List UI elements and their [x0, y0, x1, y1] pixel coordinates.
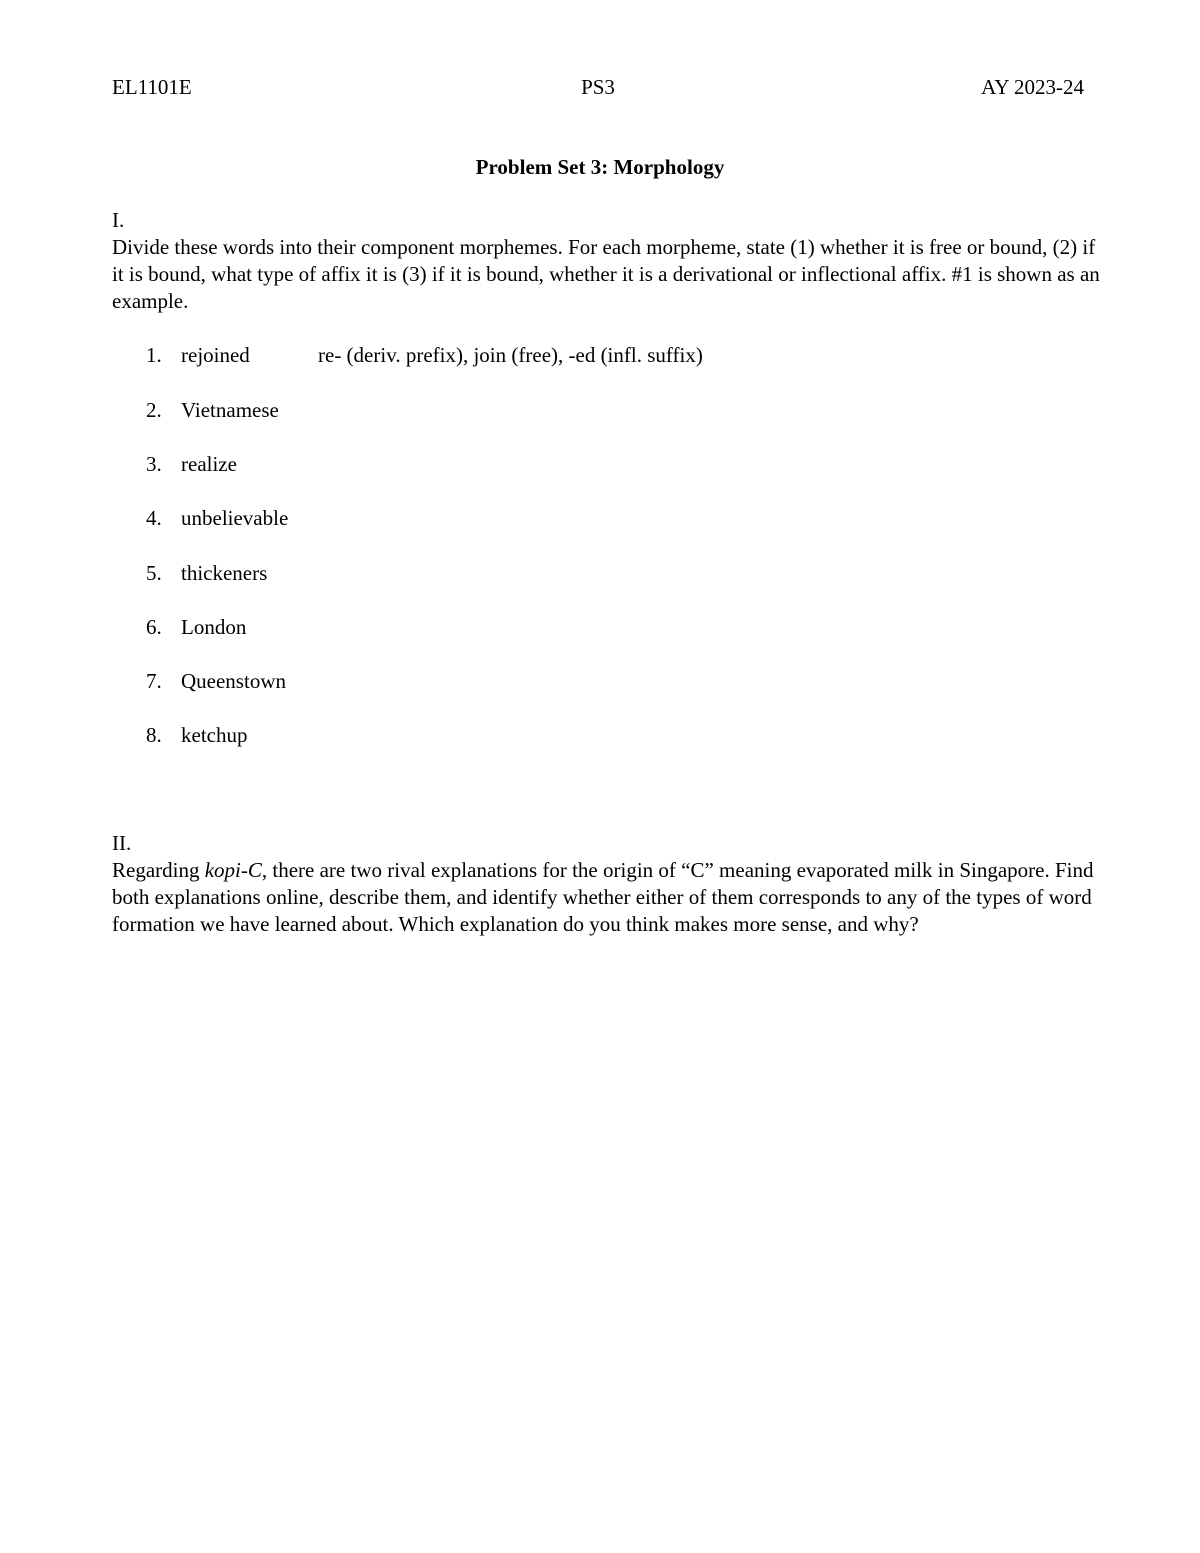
- example-answer: re- (deriv. prefix), join (free), -ed (infl. suffix): [318, 343, 703, 367]
- list-item-number: 8.: [146, 723, 162, 747]
- list-item-number: 5.: [146, 561, 162, 585]
- list-item-word: London: [181, 615, 247, 639]
- list-item-number: 4.: [146, 506, 162, 530]
- list-item-number: 2.: [146, 398, 162, 422]
- header-problem-set: PS3: [581, 75, 615, 99]
- header-course-code: EL1101E: [112, 75, 192, 99]
- list-item: [146, 342, 250, 368]
- list-item: [146, 451, 237, 477]
- list-item-number: 7.: [146, 669, 162, 693]
- list-item: [146, 722, 247, 748]
- question-text-start: Regarding: [112, 858, 205, 882]
- list-item-word: thickeners: [181, 561, 268, 585]
- list-item-word: realize: [181, 452, 237, 476]
- section-2-question: [112, 857, 1102, 938]
- list-item-number: 1.: [146, 343, 162, 367]
- list-item-word: ketchup: [181, 723, 248, 747]
- document-title: Problem Set 3: Morphology: [475, 155, 725, 179]
- section-2-label: II.: [112, 831, 132, 855]
- list-item-number: 6.: [146, 615, 162, 639]
- list-item-number: 3.: [146, 452, 162, 476]
- header-academic-year: AY 2023-24: [981, 75, 1084, 99]
- list-item-word: Queenstown: [181, 669, 286, 693]
- list-item: [146, 505, 288, 531]
- list-item-word: rejoined: [181, 343, 250, 367]
- question-text-rest: , there are two rival explanations for the origin of “C” meaning evaporated milk in Singapore. Find both explanations online, describe them, and identify whether either of them corresponds to any of the types of word formation we have learned about. Which explanation do you think makes more sense, and why?: [112, 858, 1094, 936]
- list-item: [146, 397, 279, 423]
- list-item: [146, 668, 286, 694]
- list-item: [146, 560, 267, 586]
- list-item-word: Vietnamese: [181, 398, 279, 422]
- italic-term: kopi-C: [204, 858, 262, 882]
- list-item: [146, 614, 246, 640]
- list-item-word: unbelievable: [181, 506, 289, 530]
- page-header: [112, 74, 1084, 100]
- section-1-instructions: Divide these words into their component morphemes. For each morpheme, state (1) whether it is free or bound, (2) if it is bound, what type of affix it is (3) if it is bound, whether it is a derivational or inflectional affix. #1 is shown as an example.: [112, 235, 1100, 313]
- section-1-label: I.: [112, 208, 125, 232]
